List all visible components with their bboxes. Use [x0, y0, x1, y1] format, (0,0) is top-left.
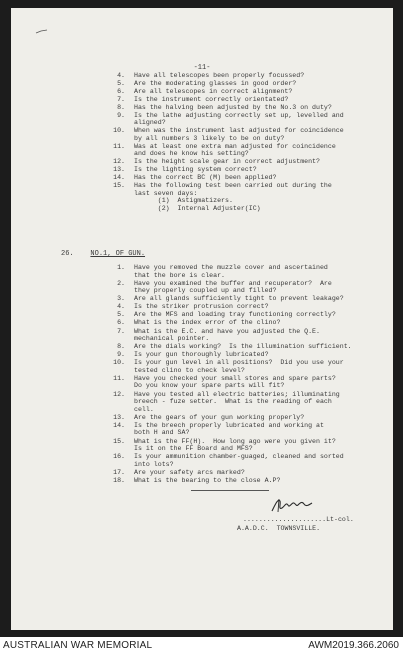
item-number: 15. — [113, 437, 125, 445]
item-text: breech - fuze setter. What is the reading of each — [134, 398, 332, 406]
item-number: 11. — [113, 374, 125, 382]
item-number: 7. — [117, 327, 125, 335]
item-text: Are the moderating glasses in good order? — [134, 79, 297, 87]
item-text: Is the breech properly lubricated and working at — [134, 421, 324, 429]
item-text: Is your ammunition chamber-guaged, cleaned and sorted — [134, 453, 344, 461]
item-number: 10. — [113, 359, 125, 367]
signature-title: A.A.D.C. TOWNSVILLE. — [237, 525, 321, 532]
footer-accession-number: AWM2019.366.2060 — [308, 640, 399, 651]
item-text: Is the height scale gear in correct adjustment? — [134, 158, 320, 166]
item-number: 13. — [113, 413, 125, 421]
item-text: Are the gears of your gun working properly? — [134, 413, 305, 421]
document-page — [11, 8, 393, 630]
item-text: Has the correct BC (M) been applied? — [134, 174, 277, 182]
item-text: into lots? — [134, 460, 174, 468]
item-text: Is your gun thoroughly lubricated? — [134, 351, 269, 359]
item-text: Is the striker protrusion correct? — [134, 303, 269, 311]
item-number: 11. — [113, 142, 125, 150]
item-number: 10. — [113, 127, 125, 135]
section-heading — [61, 250, 145, 258]
item-text: Is the lathe adjusting correctly set up, levelled and — [134, 111, 344, 119]
item-text: (1) Astigmatizers. — [134, 197, 233, 205]
item-text: Have you examined the buffer and recuperator? Are — [134, 279, 332, 287]
item-text: Has the following test been carried out during the — [134, 182, 332, 190]
item-text: by all numbers 3 likely to be on duty? — [134, 134, 285, 142]
item-text: Is it on the FF Board and MFS? — [134, 445, 253, 453]
item-text: Are the dials working? Is the illumination sufficient. — [134, 343, 352, 351]
item-text: Has the halving been adjusted by the No.3 on duty? — [134, 103, 332, 111]
item-text: What is the FF(H). How long ago were you given it? — [134, 437, 336, 445]
handwritten-signature — [266, 495, 314, 517]
item-number: 8. — [117, 103, 125, 111]
item-text: What is the E.C. and have you adjusted the Q.E. — [134, 327, 320, 335]
item-number: 6. — [117, 87, 125, 95]
item-number: 17. — [113, 468, 125, 476]
item-text: Are all telescopes in correct alignment? — [134, 87, 293, 95]
item-number: 5. — [117, 79, 125, 87]
item-text: Is the lighting system correct? — [134, 166, 257, 174]
item-number: 7. — [117, 95, 125, 103]
item-text: last seven days: — [134, 189, 198, 197]
item-number: 4. — [117, 72, 125, 79]
item-number: 1. — [117, 264, 125, 271]
item-number: 16. — [113, 453, 125, 461]
item-number: 13. — [113, 166, 125, 174]
item-text: that the bore is clear. — [134, 271, 226, 279]
item-text: Have you tested all electric batteries; illuminating — [134, 390, 340, 398]
item-text: mechanical pointer. — [134, 335, 210, 343]
item-text: aligned? — [134, 119, 166, 127]
footer-institution: AUSTRALIAN WAR MEMORIAL — [3, 640, 153, 651]
item-text: What is the bearing to the close A.P? — [134, 476, 281, 484]
archive-footer — [0, 637, 403, 653]
page-number: -11- — [193, 64, 211, 72]
item-text: Are all glands sufficiently tight to prevent leakage? — [134, 295, 344, 303]
item-number: 9. — [117, 111, 125, 119]
item-number: 18. — [113, 476, 125, 484]
signature-line: .....................Lt-col. — [243, 516, 354, 523]
item-text: Are the MFS and loading tray functioning correctly? — [134, 311, 336, 319]
item-number: 5. — [117, 311, 125, 319]
item-text: (2) Internal Adjuster(IC) — [134, 205, 261, 213]
section-title: NO.1, OF GUN. — [90, 250, 146, 258]
item-text: Is the instrument correctly orientated? — [134, 95, 289, 103]
item-text: Was at least one extra man adjusted for coincidence — [134, 142, 336, 150]
item-text: Do you know your spare parts will fit? — [134, 382, 285, 390]
ink-mark — [35, 28, 49, 36]
item-number: 2. — [117, 279, 125, 287]
item-number: 8. — [117, 343, 125, 351]
item-number: 14. — [113, 421, 125, 429]
item-number: 3. — [117, 295, 125, 303]
divider-line — [191, 490, 269, 491]
item-text: Are your safety arcs marked? — [134, 468, 245, 476]
item-text: Have all telescopes been properly focussed? — [134, 72, 305, 79]
item-text: they properly coupled up and filled? — [134, 287, 277, 295]
item-text: Is your gun level in all positions? Did you use your — [134, 359, 344, 367]
item-text: Have you checked your small stores and spare parts? — [134, 374, 336, 382]
item-text: Have you removed the muzzle cover and ascertained — [134, 264, 328, 271]
item-text: and does he know his setting? — [134, 150, 249, 158]
item-number: 6. — [117, 319, 125, 327]
item-number: 12. — [113, 390, 125, 398]
item-number: 4. — [117, 303, 125, 311]
item-number: 12. — [113, 158, 125, 166]
item-number: 9. — [117, 351, 125, 359]
item-text: both H and SA? — [134, 429, 190, 437]
item-text: What is the index error of the clino? — [134, 319, 281, 327]
item-number: 14. — [113, 174, 125, 182]
item-text: cell. — [134, 405, 154, 413]
item-number: 15. — [113, 182, 125, 190]
item-text: When was the instrument last adjusted for coincidence — [134, 127, 344, 135]
item-text: tested clino to check level? — [134, 366, 245, 374]
section-number: 26. — [61, 250, 74, 258]
